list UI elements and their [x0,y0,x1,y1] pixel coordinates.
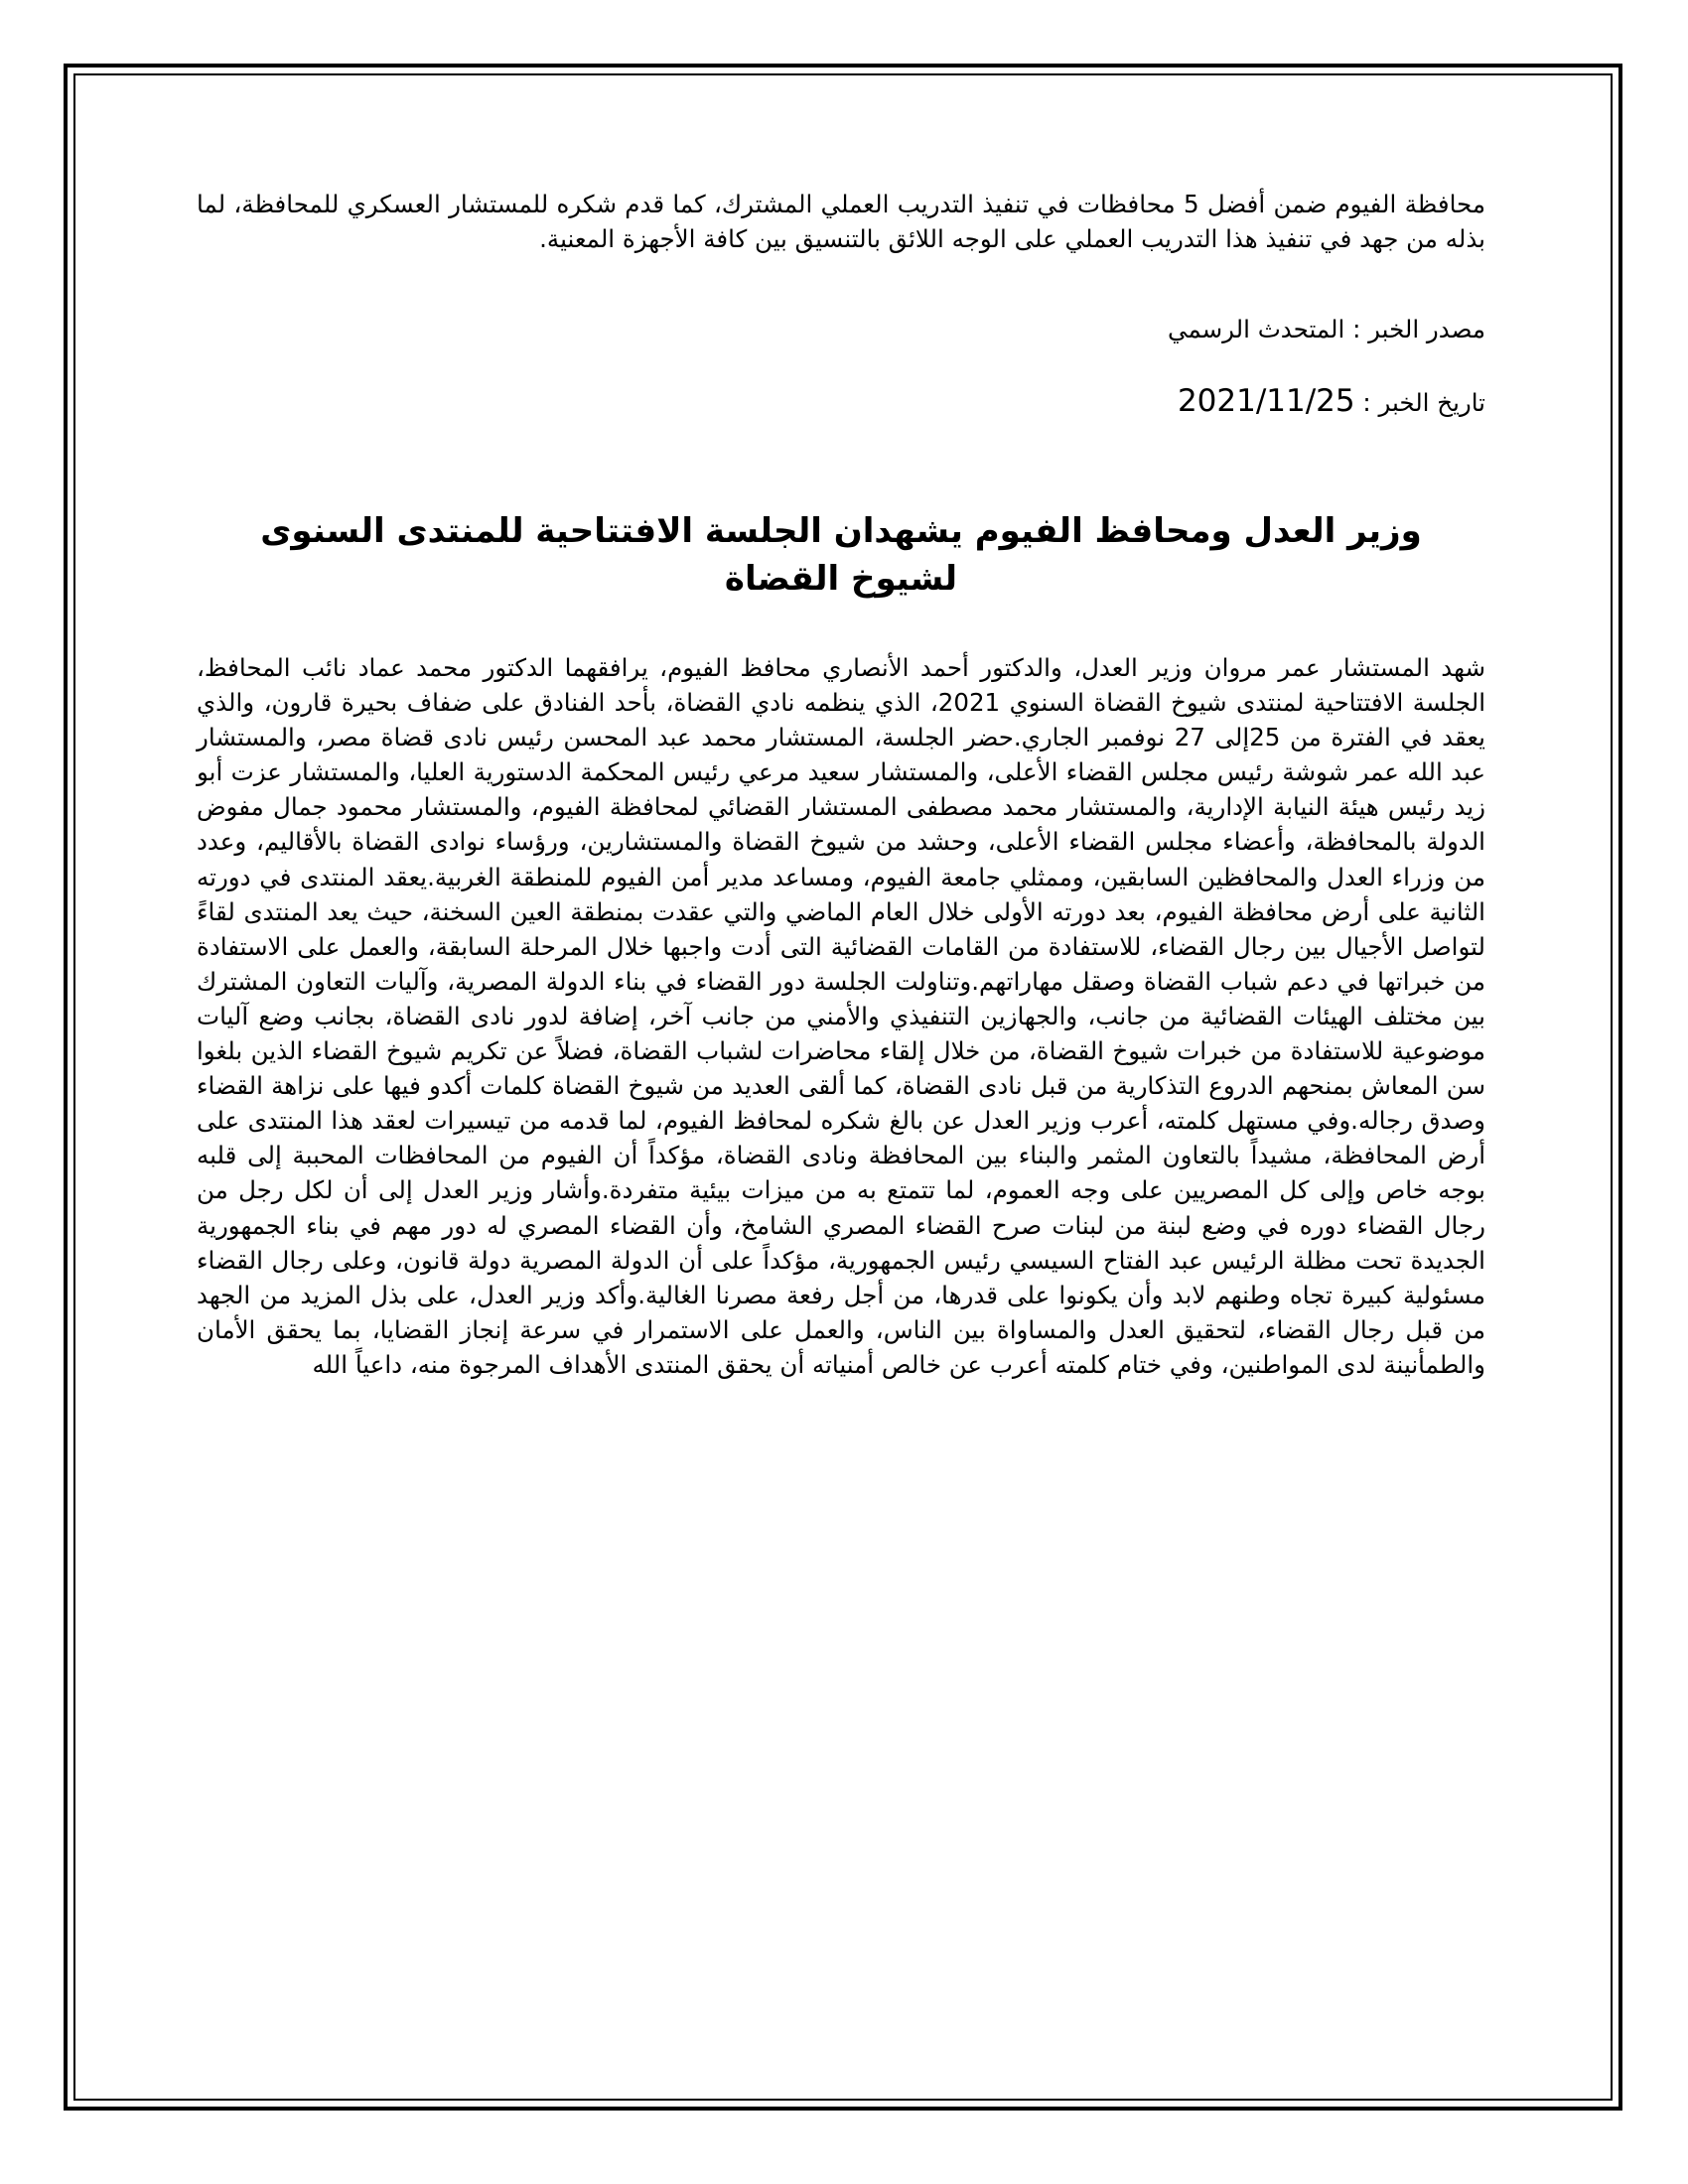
article-headline: وزير العدل ومحافظ الفيوم يشهدان الجلسة الافتتاحية للمنتدى السنوى لشيوخ القضاة [260,511,1422,599]
news-source [197,312,1485,346]
news-source-label: مصدر الخبر : [1352,315,1485,343]
news-date-value: 2021/11/25 [1177,383,1355,419]
article-body: شهد المستشار عمر مروان وزير العدل، والدكتور أحمد الأنصاري محافظ الفيوم، يرافقهما الدكتور محمد عماد نائب المحافظ، الجلسة الافتتاحية لمنتدى شيوخ القضاة السنوي 2021، الذي ينظمه نادي القضاة، بأحد الفنادق على ضفاف بحيرة قارون، والذي يعقد في الفترة من 25إلى 27 نوفمبر الجاري.حضر الجلسة، المستشار محمد عبد المحسن رئيس نادى قضاة مصر، والمستشار عبد الله عمر شوشة رئيس مجلس القضاء الأعلى، والمستشار سعيد مرعي رئيس المحكمة الدستورية العليا، والمستشار عزت أبو زيد رئيس هيئة النيابة الإدارية، والمستشار محمد مصطفى المستشار القضائي لمحافظة الفيوم، والمستشار محمود جمال مفوض الدولة بالمحافظة، وأعضاء مجلس القضاء الأعلى، وحشد من شيوخ القضاة والمستشارين، ورؤساء نوادى القضاة بالأقاليم، وعدد من وزراء العدل والمحافظين السابقين، وممثلي جامعة الفيوم، ومساعد مدير أمن الفيوم للمنطقة الغربية.يعقد المنتدى في دورته الثانية على أرض محافظة الفيوم، بعد دورته الأولى خلال العام الماضي والتي عقدت بمنطقة العين السخنة، حيث يعد المنتدى لقاءً لتواصل الأجيال بين رجال القضاء، للاستفادة من القامات القضائية التى أدت واجبها خلال المرحلة السابقة، والعمل على الاستفادة من خبراتها في دعم شباب القضاة وصقل مهاراتهم.وتناولت الجلسة دور القضاء في بناء الدولة المصرية، وآليات التعاون المشترك بين مختلف الهيئات القضائية من جانب، والجهازين التنفيذي والأمني من جانب آخر، إضافة لدور نادى القضاة، بجانب وضع آليات موضوعية للاستفادة من خبرات شيوخ القضاة، من خلال إلقاء محاضرات لشباب القضاة، فضلاً عن تكريم شيوخ القضاء الذين بلغوا سن المعاش بمنحهم الدروع التذكارية من قبل نادى القضاة، كما ألقى العديد من شيوخ القضاة كلمات أكدو فيها على نزاهة القضاء وصدق رجاله.وفي مستهل كلمته، أعرب وزير العدل عن بالغ شكره لمحافظ الفيوم، لما قدمه من تيسيرات لعقد هذا المنتدى على أرض المحافظة، مشيداً بالتعاون المثمر والبناء بين المحافظة ونادى القضاة، مؤكداً أن الفيوم من المحافظات المحببة إلى قلبه بوجه خاص وإلى كل المصريين على وجه العموم، لما تتمتع به من ميزات بيئية متفردة.وأشار وزير العدل إلى أن لكل رجل من رجال القضاء دوره في وضع لبنة من لبنات صرح القضاء المصري الشامخ، وأن القضاء المصري له دور مهم في بناء الجمهورية الجديدة تحت مظلة الرئيس عبد الفتاح السيسي رئيس الجمهورية، مؤكداً على أن الدولة المصرية دولة قانون، وعلى رجال القضاء مسئولية كبيرة تجاه وطنهم لابد وأن يكونوا على قدرها، من أجل رفعة مصرنا الغالية.وأكد وزير العدل، على بذل المزيد من الجهد من قبل رجال القضاء، لتحقيق العدل والمساواة بين الناس، والعمل على الاستمرار في سرعة إنجاز القضايا، بما يحقق الأمان والطمأنينة لدى المواطنين، وفي ختام كلمته أعرب عن خالص أمنياته أن يحقق المنتدى الأهداف المرجوة منه، داعياً الله [197,653,1486,1379]
news-source-value: المتحدث الرسمي [1168,315,1345,343]
document-content [197,187,1485,1406]
news-date-label: تاريخ الخبر : [1362,388,1485,417]
news-date [197,384,1485,420]
intro-paragraph: محافظة الفيوم ضمن أفضل 5 محافظات في تنفيذ التدريب العملي المشترك، كما قدم شكره للمستشار العسكري للمحافظة، لما بذله من جهد في تنفيذ هذا التدريب العملي على الوجه اللائق بالتنسيق بين كافة الأجهزة المعنية. [197,190,1485,253]
